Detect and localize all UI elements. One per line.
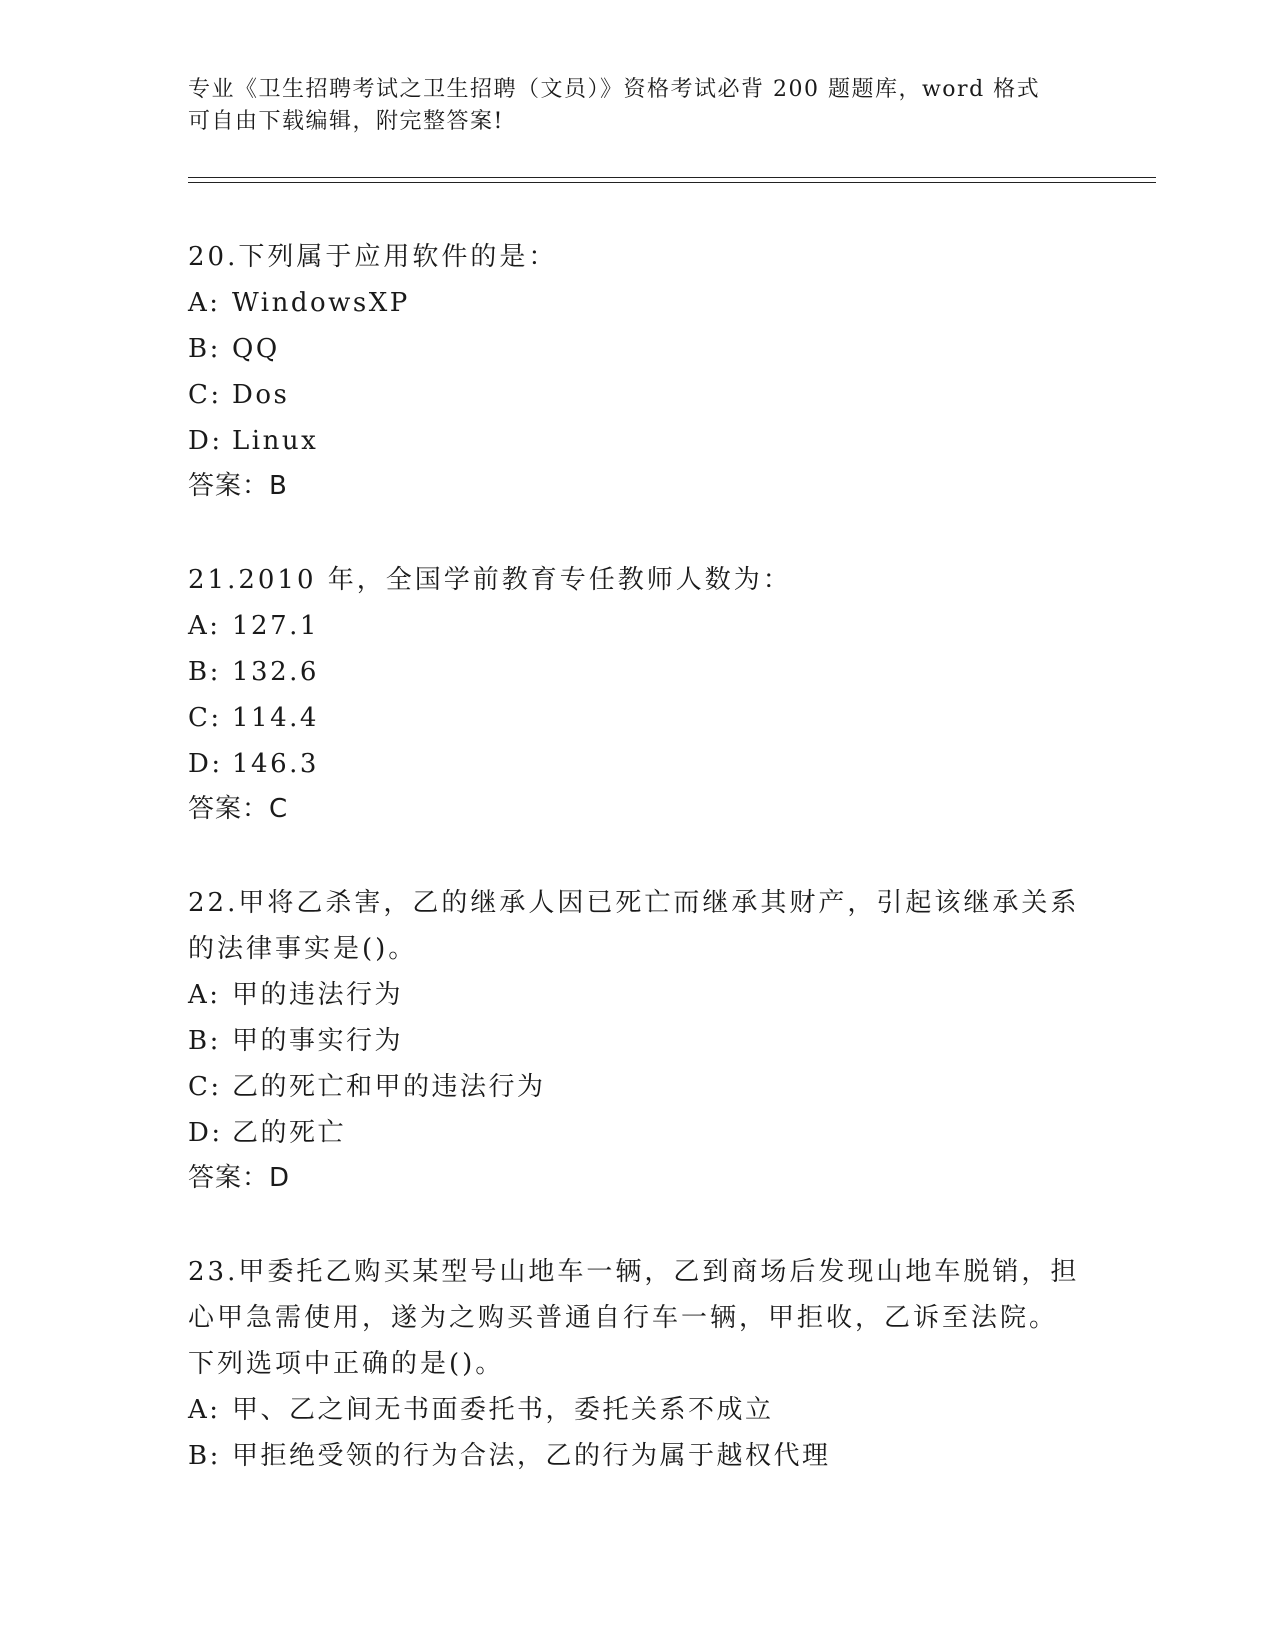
option-d <box>188 741 1088 787</box>
option-letter: D: <box>188 749 223 779</box>
option-d <box>188 1110 1088 1156</box>
question-stem: 20.下列属于应用软件的是： <box>188 242 558 272</box>
option-letter: B: <box>188 657 221 687</box>
question-stem: 22.甲将乙杀害，乙的继承人因已死亡而继承其财产，引起该继承关系 <box>188 888 1080 918</box>
option-a <box>188 972 1088 1018</box>
option-text: 甲的事实行为 <box>232 1026 404 1056</box>
document-header <box>188 74 1088 138</box>
header-line-1: 专业《卫生招聘考试之卫生招聘（文员）》资格考试必背 200 题题库，word 格式 <box>188 77 1041 102</box>
header-rule-top <box>188 177 1156 178</box>
option-letter: C: <box>188 1072 222 1102</box>
option-text: 甲、乙之间无书面委托书，委托关系不成立 <box>232 1395 774 1425</box>
option-letter: C: <box>188 703 222 733</box>
option-text: 127.1 <box>232 611 319 641</box>
option-text: 乙的死亡和甲的违法行为 <box>232 1072 546 1102</box>
question-20 <box>188 234 1088 508</box>
option-b <box>188 1433 1088 1479</box>
option-text: QQ <box>232 334 280 364</box>
option-a <box>188 280 1088 326</box>
question-stem: 23.甲委托乙购买某型号山地车一辆，乙到商场后发现山地车脱销，担 <box>188 1257 1080 1287</box>
option-b <box>188 1018 1088 1064</box>
option-c <box>188 1064 1088 1110</box>
option-text: 146.3 <box>232 749 319 779</box>
option-text: WindowsXP <box>232 288 410 318</box>
option-letter: B: <box>188 1441 221 1471</box>
option-letter: A: <box>188 1395 221 1425</box>
question-stem: 心甲急需使用，遂为之购买普通自行车一辆，甲拒收，乙诉至法院。 <box>188 1303 1059 1333</box>
option-letter: B: <box>188 334 221 364</box>
option-letter: D: <box>188 426 223 456</box>
question-21 <box>188 557 1088 831</box>
option-text: 114.4 <box>232 703 319 733</box>
option-text: 132.6 <box>232 657 319 687</box>
option-c <box>188 372 1088 418</box>
question-22 <box>188 880 1088 1200</box>
question-stem: 的法律事实是()。 <box>188 934 418 964</box>
question-list <box>188 234 1088 1528</box>
header-line-2: 可自由下载编辑，附完整答案! <box>188 109 504 134</box>
option-letter: A: <box>188 288 221 318</box>
option-text: Dos <box>232 380 290 410</box>
option-text: 甲拒绝受领的行为合法，乙的行为属于越权代理 <box>232 1441 831 1471</box>
header-rule-bottom <box>188 182 1156 183</box>
option-letter: C: <box>188 380 222 410</box>
option-text: 乙的死亡 <box>232 1118 347 1148</box>
option-text: Linux <box>232 426 319 456</box>
answer-line: 答案：C <box>188 794 289 824</box>
question-stem: 21.2010 年，全国学前教育专任教师人数为： <box>188 565 792 595</box>
answer-line: 答案：D <box>188 1163 291 1193</box>
option-c <box>188 695 1088 741</box>
option-letter: A: <box>188 980 221 1010</box>
question-stem: 下列选项中正确的是()。 <box>188 1349 505 1379</box>
option-a <box>188 1387 1088 1433</box>
option-letter: A: <box>188 611 221 641</box>
question-23 <box>188 1249 1088 1479</box>
option-letter: D: <box>188 1118 223 1148</box>
option-letter: B: <box>188 1026 221 1056</box>
option-b <box>188 326 1088 372</box>
option-d <box>188 418 1088 464</box>
answer-line: 答案：B <box>188 471 288 501</box>
option-b <box>188 649 1088 695</box>
option-a <box>188 603 1088 649</box>
option-text: 甲的违法行为 <box>232 980 404 1010</box>
